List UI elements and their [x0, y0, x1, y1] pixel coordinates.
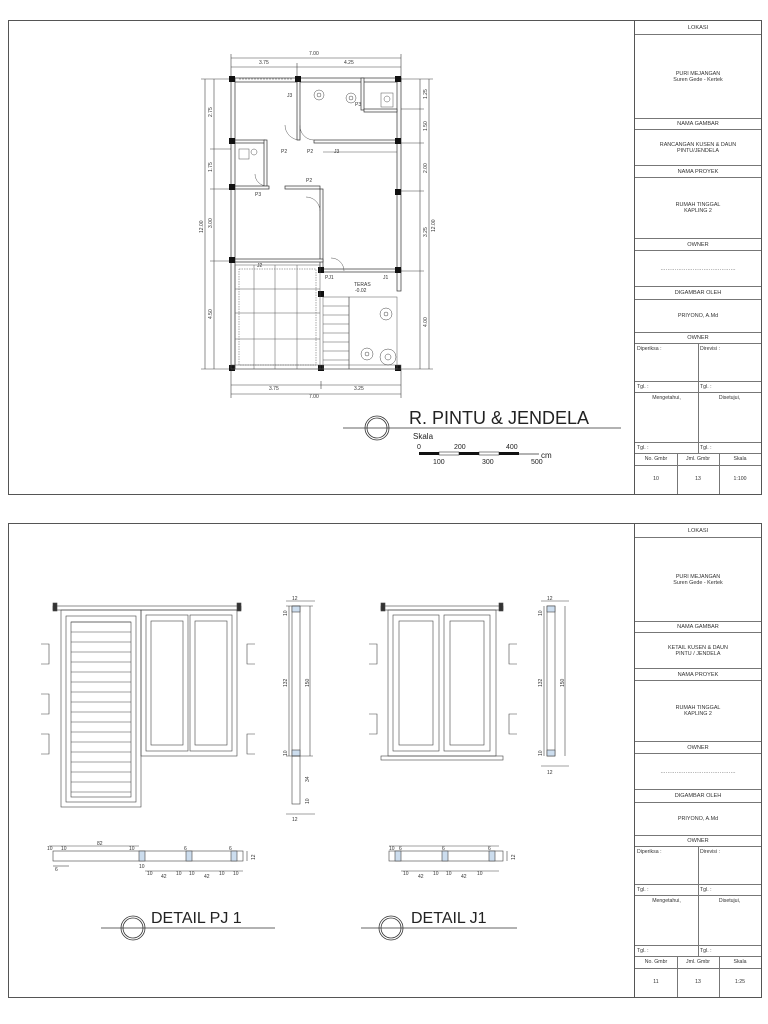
oleh-value: PRIYONO, A.Md	[635, 803, 761, 836]
skala-header: Skala	[719, 957, 761, 969]
lokasi-value	[635, 35, 761, 119]
disetujui: Disetujui,	[698, 896, 761, 946]
proyek-header: NAMA PROYEK	[635, 669, 761, 681]
dim-bottom-left: 3.75	[269, 386, 279, 392]
skala-value: 1:25	[734, 979, 746, 985]
detail-pj1-title: DETAIL PJ 1	[151, 910, 242, 927]
lokasi-line-1: PURI MEJANGAN	[675, 70, 721, 77]
label-p3b: P3	[255, 192, 262, 198]
scale-tick-100: 100	[433, 459, 445, 466]
proyek-line-1: RUMAH TINGGAL	[675, 202, 721, 208]
jml-gmbr-value: 13	[695, 476, 701, 482]
proyek-line-2: KAPLING 2	[684, 711, 712, 717]
j1-plan-10a: 10	[389, 846, 395, 852]
gambar-value	[635, 130, 761, 166]
jml-gmbr-value: 13	[695, 979, 701, 985]
tgl-1: Tgl. :	[635, 885, 698, 896]
dim-right-b: 1.50	[423, 121, 429, 131]
dim-pj1-10c: 10	[305, 798, 311, 804]
dim-top-right: 4.25	[344, 60, 354, 66]
proyek-header: NAMA PROYEK	[635, 166, 761, 178]
j1-plan-6a: 6	[399, 846, 402, 852]
no-gmbr-header: No. Gmbr	[635, 454, 677, 466]
dim-right-e: 4.00	[423, 317, 429, 327]
pj1-plan-10e: 10	[147, 871, 153, 877]
tgl-2: Tgl. :	[698, 382, 761, 393]
label-teras-level: -0.02	[355, 288, 367, 294]
dim-top-left: 3.75	[259, 60, 269, 66]
gambar-line-2: PINTU / JENDELA	[675, 650, 721, 657]
dim-right-a: 1.25	[423, 89, 429, 99]
skala-header: Skala	[719, 454, 761, 466]
dim-right-total: 12.00	[431, 219, 437, 232]
detail-drawing	[9, 524, 635, 997]
tgl-1: Tgl. :	[635, 382, 698, 393]
no-gmbr-value: 10	[653, 476, 659, 482]
j1-plan-10b: 10	[403, 871, 409, 877]
dim-left-c: 3.00	[208, 218, 214, 228]
owner-value: ……………………………………	[635, 251, 761, 287]
detail-j1-title: DETAIL J1	[411, 910, 487, 927]
dim-pj1-12a: 12	[292, 596, 298, 602]
dim-j1-10b: 10	[538, 750, 544, 756]
dim-j1-150: 150	[560, 678, 566, 687]
pj1-plan-6c: 6	[229, 846, 232, 852]
oleh-header: DIGAMBAR OLEH	[635, 790, 761, 803]
owner-header: OWNER	[635, 239, 761, 251]
gambar-value	[635, 633, 761, 669]
drawing-sheet-details	[8, 523, 762, 998]
label-j3b: J3	[334, 149, 340, 155]
gambar-header: NAMA GAMBAR	[635, 622, 761, 633]
label-p3a: P3	[355, 102, 362, 108]
pj1-plan-42a: 42	[161, 874, 167, 880]
pj1-plan-10f: 10	[176, 871, 182, 877]
drawing-sheet-floor-plan	[8, 20, 762, 495]
gambar-line-1: RANCANGAN KUSEN & DAUN	[659, 141, 737, 148]
j1-plan-10c: 10	[433, 871, 439, 877]
mengetahui: Mengetahui,	[635, 896, 698, 946]
pj1-plan-10b: 10	[61, 846, 67, 852]
label-p2b: P2	[307, 149, 314, 155]
skala-value: 1:100	[733, 476, 747, 482]
oleh-header: DIGAMBAR OLEH	[635, 287, 761, 300]
dim-j1-10a: 10	[538, 610, 544, 616]
label-j3a: J3	[287, 93, 293, 99]
title-block	[634, 21, 761, 494]
label-j1: J1	[383, 275, 389, 281]
dim-left-total: 12.00	[199, 220, 205, 233]
scale-tick-400: 400	[506, 444, 518, 451]
scale-tick-200: 200	[454, 444, 466, 451]
disetujui: Disetujui,	[698, 393, 761, 443]
proyek-line-1: RUMAH TINGGAL	[675, 705, 721, 711]
label-p2c: P2	[306, 178, 313, 184]
lokasi-line-1: PURI MEJANGAN	[675, 573, 721, 580]
mengetahui: Mengetahui,	[635, 393, 698, 443]
pj1-plan-10i: 10	[233, 871, 239, 877]
dim-pj1-10b: 10	[283, 750, 289, 756]
j1-plan-10e: 10	[477, 871, 483, 877]
scale-tick-300: 300	[482, 459, 494, 466]
pj1-plan-10g: 10	[189, 871, 195, 877]
gambar-header: NAMA GAMBAR	[635, 119, 761, 130]
dim-pj1-34: 34	[305, 776, 311, 782]
dim-right-c: 2.00	[423, 163, 429, 173]
dim-bottom-right: 3.25	[354, 386, 364, 392]
pj1-plan-82: 82	[97, 841, 103, 847]
gambar-line-1: KETAIL KUSEN & DAUN	[668, 644, 728, 651]
proyek-line-2: KAPLING 2	[684, 208, 712, 214]
jml-gmbr-header: Jml. Gmbr	[677, 454, 719, 466]
dim-left-a: 2.75	[208, 107, 214, 117]
j1-plan-42b: 42	[461, 874, 467, 880]
dim-left-b: 1.75	[208, 162, 214, 172]
floor-plan-drawing	[9, 21, 635, 494]
pj1-plan-12: 12	[251, 854, 257, 860]
owner-value: ……………………………………	[635, 754, 761, 790]
scale-tick-0: 0	[417, 444, 421, 451]
lokasi-header: LOKASI	[635, 524, 761, 538]
dim-right-d: 3.25	[423, 227, 429, 237]
j1-plan-12: 12	[511, 854, 517, 860]
dim-left-d: 4.50	[208, 309, 214, 319]
lokasi-value	[635, 538, 761, 622]
dim-j1-12a: 12	[547, 596, 553, 602]
lokasi-line-2: Suren Gede - Kertek	[673, 76, 723, 83]
dim-pj1-132: 132	[283, 678, 289, 687]
label-j2: J2	[257, 263, 263, 269]
j1-plan-10d: 10	[446, 871, 452, 877]
tgl-2: Tgl. :	[698, 885, 761, 896]
tgl-3: Tgl. :	[635, 443, 698, 454]
j1-plan-42a: 42	[418, 874, 424, 880]
title-block-2	[634, 524, 761, 997]
direvisi: Direvisi :	[698, 847, 761, 885]
pj1-plan-42b: 42	[204, 874, 210, 880]
scale-label: Skala	[413, 432, 434, 441]
pj1-plan-6b: 6	[184, 846, 187, 852]
scale-unit: cm	[541, 451, 552, 460]
oleh-value: PRIYONO, A.Md	[635, 300, 761, 333]
pj1-plan-10d: 10	[139, 864, 145, 870]
dim-pj1-150: 150	[305, 678, 311, 687]
owner-header: OWNER	[635, 742, 761, 754]
pj1-plan-10h: 10	[219, 871, 225, 877]
lokasi-header: LOKASI	[635, 21, 761, 35]
label-teras: TERAS	[354, 282, 371, 288]
pj1-plan-10a: 10	[47, 846, 53, 852]
tgl-4: Tgl. :	[698, 946, 761, 957]
label-pj1: PJ1	[325, 275, 334, 281]
dim-j1-132: 132	[538, 678, 544, 687]
diperiksa: Diperiksa :	[635, 344, 698, 382]
tgl-4: Tgl. :	[698, 443, 761, 454]
direvisi: Direvisi :	[698, 344, 761, 382]
proyek-value	[635, 178, 761, 239]
tgl-3: Tgl. :	[635, 946, 698, 957]
owner2-header: OWNER	[635, 333, 761, 344]
scale-tick-500: 500	[531, 459, 543, 466]
dim-bottom-total: 7.00	[309, 394, 319, 400]
label-p2a: P2	[281, 149, 288, 155]
lokasi-line-2: Suren Gede - Kertek	[673, 579, 723, 586]
j1-plan-6c: 6	[488, 846, 491, 852]
scale-bar	[419, 452, 519, 455]
pj1-plan-6a: 6	[55, 867, 58, 873]
pj1-plan-10c: 10	[129, 846, 135, 852]
dim-j1-12b: 12	[547, 770, 553, 776]
no-gmbr-header: No. Gmbr	[635, 957, 677, 969]
dim-pj1-12b: 12	[292, 817, 298, 823]
dim-pj1-10a: 10	[283, 610, 289, 616]
no-gmbr-value: 11	[653, 979, 659, 985]
proyek-value	[635, 681, 761, 742]
sheet1-title: R. PINTU & JENDELA	[409, 408, 590, 428]
gambar-line-2: PINTU/JENDELA	[677, 147, 719, 154]
dim-top-total: 7.00	[309, 51, 319, 57]
diperiksa: Diperiksa :	[635, 847, 698, 885]
j1-plan-6b: 6	[442, 846, 445, 852]
jml-gmbr-header: Jml. Gmbr	[677, 957, 719, 969]
owner2-header: OWNER	[635, 836, 761, 847]
